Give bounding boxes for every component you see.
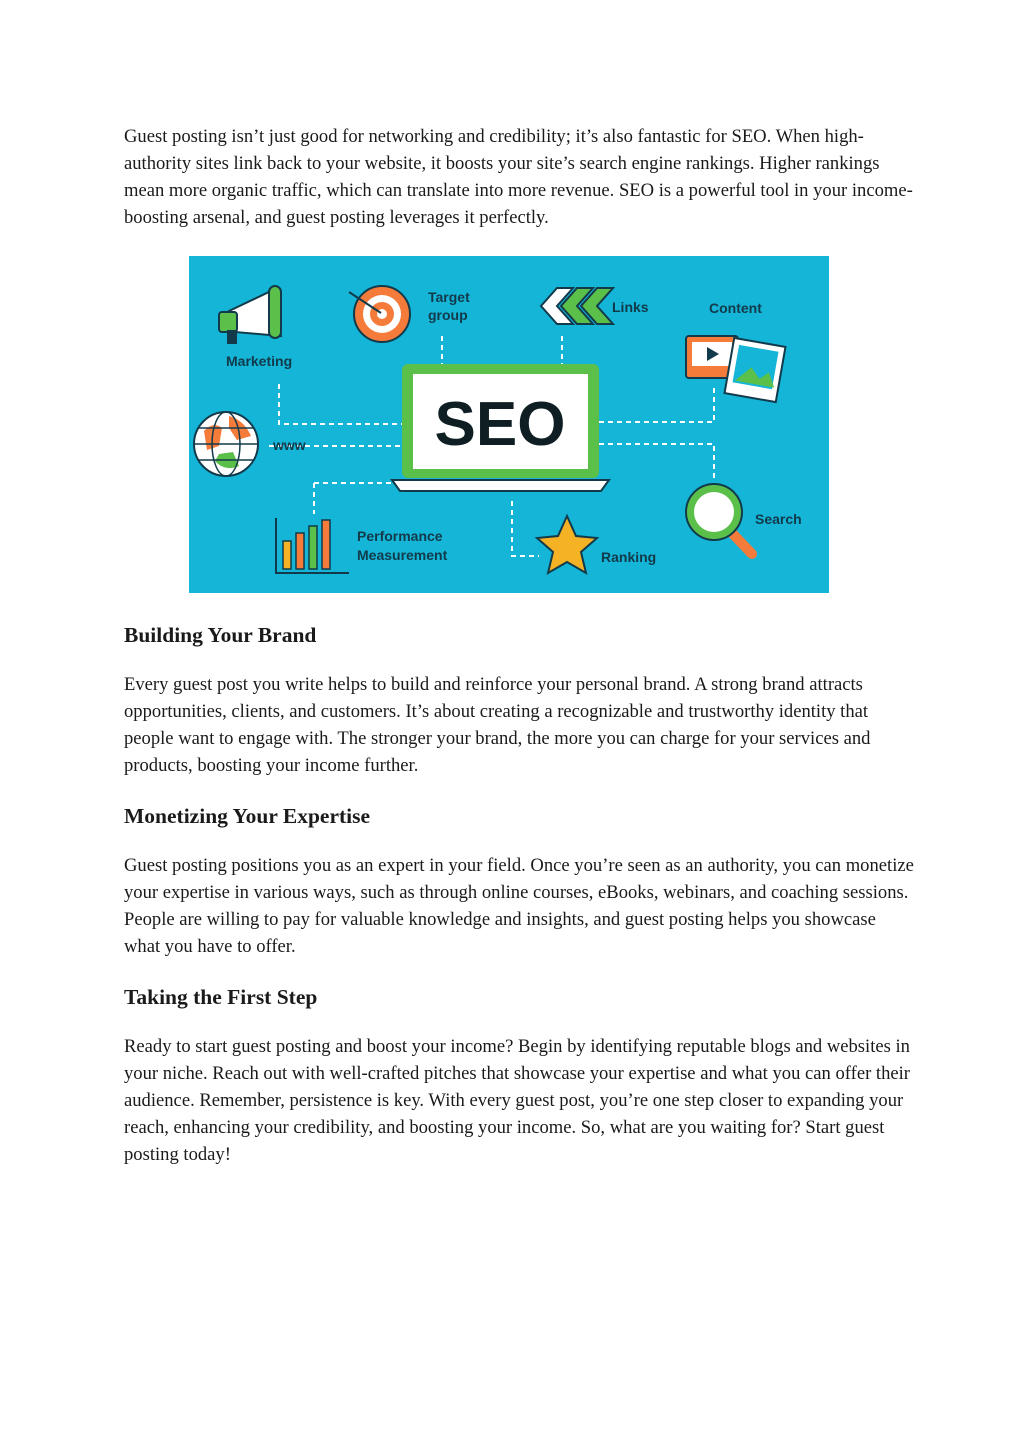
content-media-icon [686,336,785,402]
marketing-label: Marketing [226,353,293,369]
links-chevrons-icon [541,288,613,324]
section-monetizing-expertise [124,802,914,960]
section-paragraph: Ready to start guest posting and boost your income? Begin by identifying reputable blogs and websites in your niche. Reach out with well-crafted pitches that showcase your expertise and what you can offer their audience. Remember, persistence is key. With every guest post, you’re one step closer to expanding your reach, enhancing your credibility, and boosting your income. So, what are you waiting for? Start guest posting today! [124,1036,910,1165]
target-group-label-line2: group [428,307,468,323]
section-heading: Monetizing Your Expertise [124,804,371,828]
performance-label-line2: Measurement [357,547,448,563]
www-label: www [273,437,306,453]
search-label: Search [755,511,802,527]
globe-icon [194,412,258,476]
links-label: Links [612,299,649,315]
star-icon [537,516,597,573]
section-paragraph: Guest posting positions you as an expert in your field. Once you’re seen as an authority, you can monetize your expertise in various ways, such as through online courses, eBooks, webinars, and coaching sessions. People are willing to pay for valuable knowledge and insights, and guest posting helps you showcase what you have to offer. [124,855,914,957]
content-label: Content [709,300,762,316]
intro-paragraph: Guest posting isn’t just good for networking and credibility; it’s also fantastic for SEO. When high-authority sites link back to your website, it boosts your site’s search engine rankings. Higher rankings mean more organic traffic, which can translate into more revenue. SEO is a powerful tool in your income-boosting arsenal, and guest posting leverages it perfectly. [124,126,913,228]
section-first-step [124,983,914,1168]
performance-chart-icon [276,518,349,573]
section-building-brand [124,621,914,779]
ranking-label: Ranking [601,549,657,565]
performance-label-line1: Performance [357,528,443,544]
laptop-icon [392,364,609,491]
section-heading: Building Your Brand [124,623,317,647]
seo-illustration [189,256,829,593]
article-body [124,123,914,231]
target-icon [349,286,410,342]
seo-label: SEO [434,390,566,459]
megaphone-icon [219,286,281,344]
section-heading: Taking the First Step [124,985,318,1009]
section-paragraph: Every guest post you write helps to build and reinforce your personal brand. A strong brand attracts opportunities, clients, and customers. It’s about creating a recognizable and trustworthy identity that people want to engage with. The stronger your brand, the more you can charge for your services and products, boosting your income further. [124,674,871,776]
search-magnifier-icon [686,484,752,554]
target-group-label-line1: Target [428,289,470,305]
